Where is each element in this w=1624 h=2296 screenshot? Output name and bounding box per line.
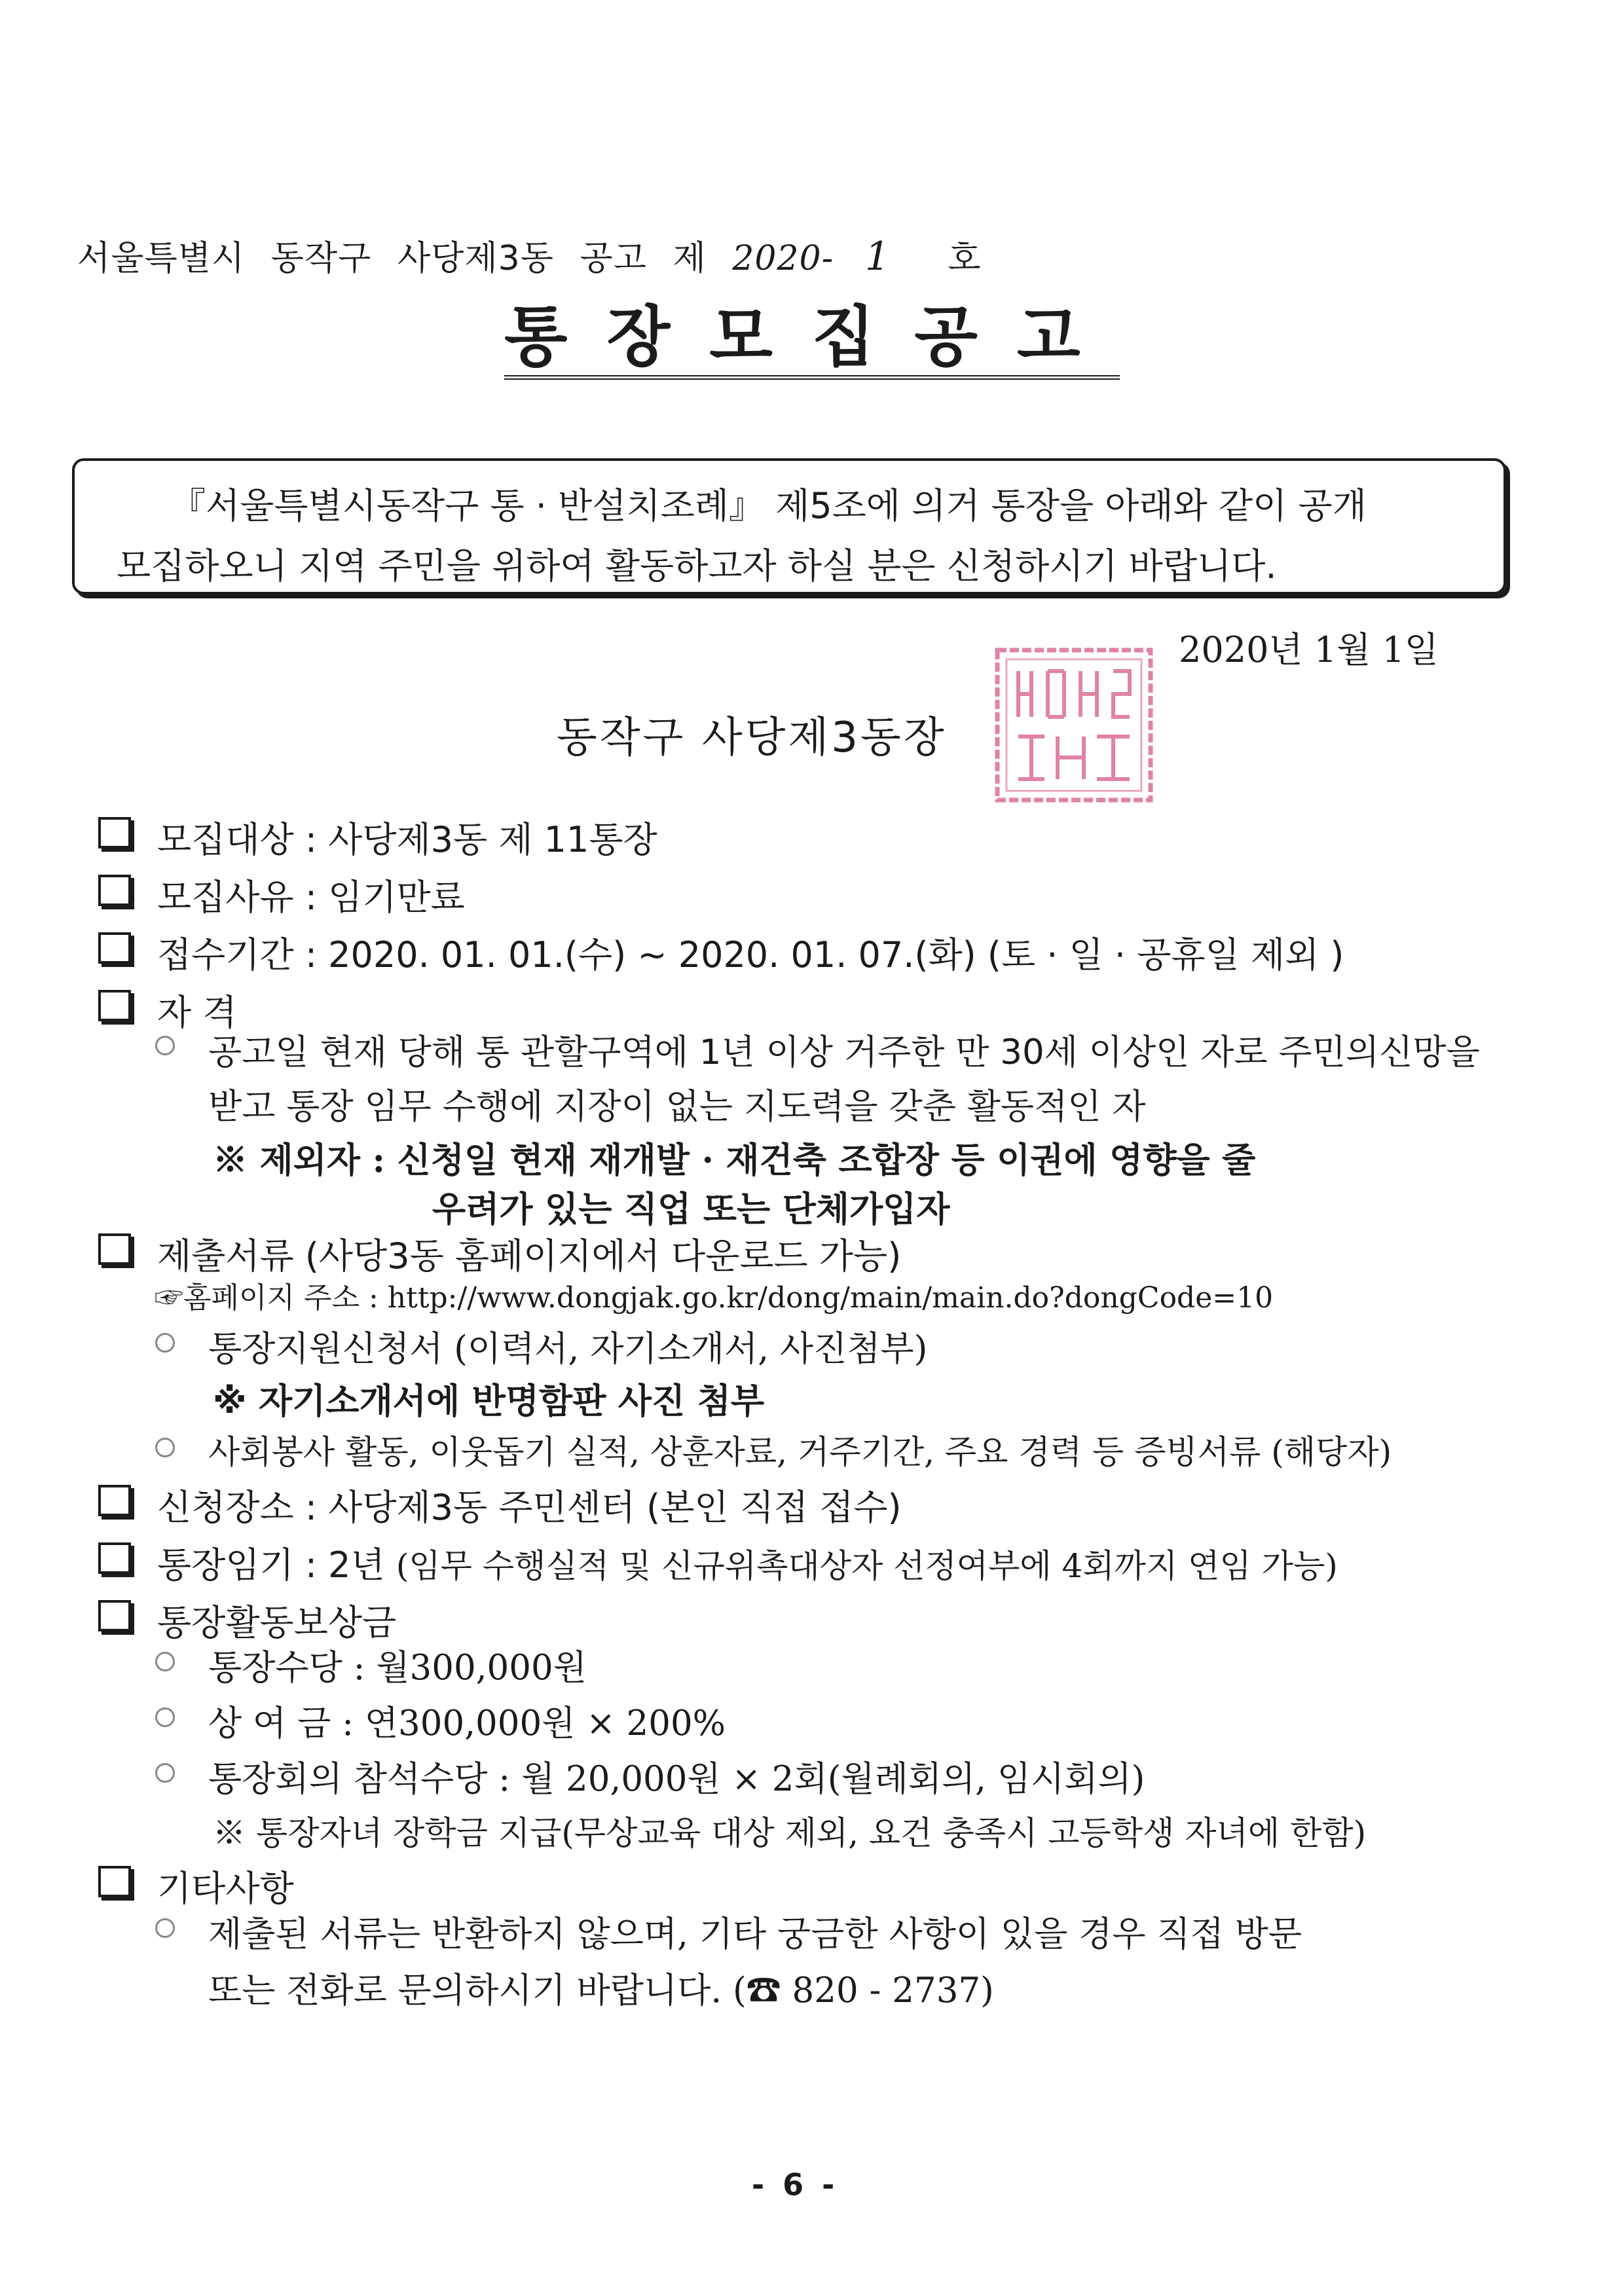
section-term — [157, 1537, 1338, 1588]
official-seal — [992, 645, 1156, 805]
handwritten-number: 1 — [864, 234, 891, 280]
bullet-circle-icon — [155, 1763, 175, 1783]
section-qualification: 자 격 — [157, 992, 237, 1033]
section-target: 모집대상 : 사당제3동 제 11통장 — [157, 819, 657, 860]
document-note: ※ 자기소개서에 반명함판 사진 첨부 — [213, 1381, 765, 1421]
bullet-circle-icon — [155, 1333, 175, 1353]
compensation-bonus: 상 여 금 : 연300,000원 × 200% — [208, 1704, 726, 1743]
notice-number-line — [77, 230, 996, 280]
document-item-1: 통장지원신청서 (이력서, 자기소개서, 사진첨부) — [208, 1329, 928, 1369]
qualification-line-1: 공고일 현재 당해 통 관할구역에 1년 이상 거주한 만 30세 이상인 자로 주민의신망을 — [208, 1032, 1480, 1072]
term-detail: (임무 수행실적 및 신규위촉대상자 선정여부에 4회까지 연임 가능) — [396, 1547, 1338, 1585]
issuing-office: 동작구 사당제3동장 — [557, 714, 947, 762]
checkbox-term — [98, 1542, 131, 1574]
checkbox-place — [98, 1485, 131, 1516]
exclusion-line-2: 우려가 있는 직업 또는 단체가입자 — [432, 1189, 950, 1230]
compensation-note: ※ 통장자녀 장학금 지급(무상교육 대상 제외, 요건 충족시 고등학생 자녀에 한함) — [213, 1814, 1367, 1852]
term-label: 통장임기 : 2년 — [157, 1544, 385, 1586]
exclusion-line-1: ※ 제외자 : 신청일 현재 재개발 · 재건축 조합장 등 이권에 영향을 줄 — [213, 1140, 1256, 1180]
homepage-address: ☞홈페이지 주소 : http://www.dongjak.go.kr/dong/main/main.do?dongCode=10 — [155, 1281, 1274, 1315]
section-compensation: 통장활동보상금 — [157, 1602, 397, 1643]
page-title: 통장모집공고 — [504, 302, 1120, 380]
compensation-allowance: 통장수당 : 월300,000원 — [208, 1648, 587, 1688]
header-org: 서울특별시 — [77, 239, 246, 278]
checkbox-etc — [98, 1866, 131, 1897]
checkbox-qualification — [98, 990, 131, 1021]
bullet-circle-icon — [155, 1036, 175, 1055]
notice-date: 2020년 1월 1일 — [1179, 629, 1439, 670]
page-number: - 6 - — [752, 2167, 839, 2202]
header-notice-label: 공고 — [580, 239, 647, 278]
bullet-circle-icon — [155, 1707, 175, 1727]
etc-line-1: 제출된 서류는 반환하지 않으며, 기타 궁금한 사항이 있을 경우 직접 방문 — [208, 1914, 1302, 1954]
intro-line-2: 모집하오니 지역 주민을 위하여 활동하고자 하실 분은 신청하시기 바랍니다. — [117, 545, 1277, 587]
etc-line-2: 또는 전화로 문의하시기 바랍니다. (☎ 820 - 2737) — [208, 1971, 994, 2011]
header-district: 동작구 — [270, 239, 372, 278]
section-place: 신청장소 : 사당제3동 주민센터 (본인 직접 접수) — [157, 1487, 902, 1528]
intro-line-1: 『서울특별시동작구 통 · 반설치조례』 제5조에 의거 통장을 아래와 같이 공개 — [170, 485, 1367, 526]
checkbox-compensation — [98, 1600, 131, 1631]
checkbox-documents — [98, 1233, 131, 1265]
qualification-line-2: 받고 통장 임무 수행에 지장이 없는 지도력을 갖춘 활동적인 자 — [208, 1087, 1146, 1127]
header-no-prefix: 제 — [673, 239, 707, 278]
bullet-circle-icon — [155, 1918, 175, 1938]
header-dong: 사당제3동 — [397, 239, 554, 278]
section-documents: 제출서류 (사당3동 홈페이지에서 다운로드 가능) — [157, 1235, 902, 1277]
bullet-circle-icon — [155, 1438, 175, 1457]
compensation-meeting: 통장회의 참석수당 : 월 20,000원 × 2회(월례회의, 임시회의) — [208, 1759, 1145, 1799]
checkbox-period — [98, 932, 131, 964]
section-reason: 모집사유 : 임기만료 — [157, 877, 465, 918]
handwritten-year: 2020- — [732, 239, 834, 278]
checkbox-reason — [98, 875, 131, 906]
document-item-2: 사회봉사 활동, 이웃돕기 실적, 상훈자료, 거주기간, 주요 경력 등 증빙서류 (해당자) — [208, 1433, 1392, 1471]
bullet-circle-icon — [155, 1652, 175, 1671]
header-suffix: 호 — [948, 239, 982, 278]
section-period: 접수기간 : 2020. 01. 01.(수) ~ 2020. 01. 07.(화) (토 · 일 · 공휴일 제외 ) — [157, 934, 1344, 975]
section-etc: 기타사항 — [157, 1868, 294, 1909]
checkbox-target — [98, 817, 131, 848]
